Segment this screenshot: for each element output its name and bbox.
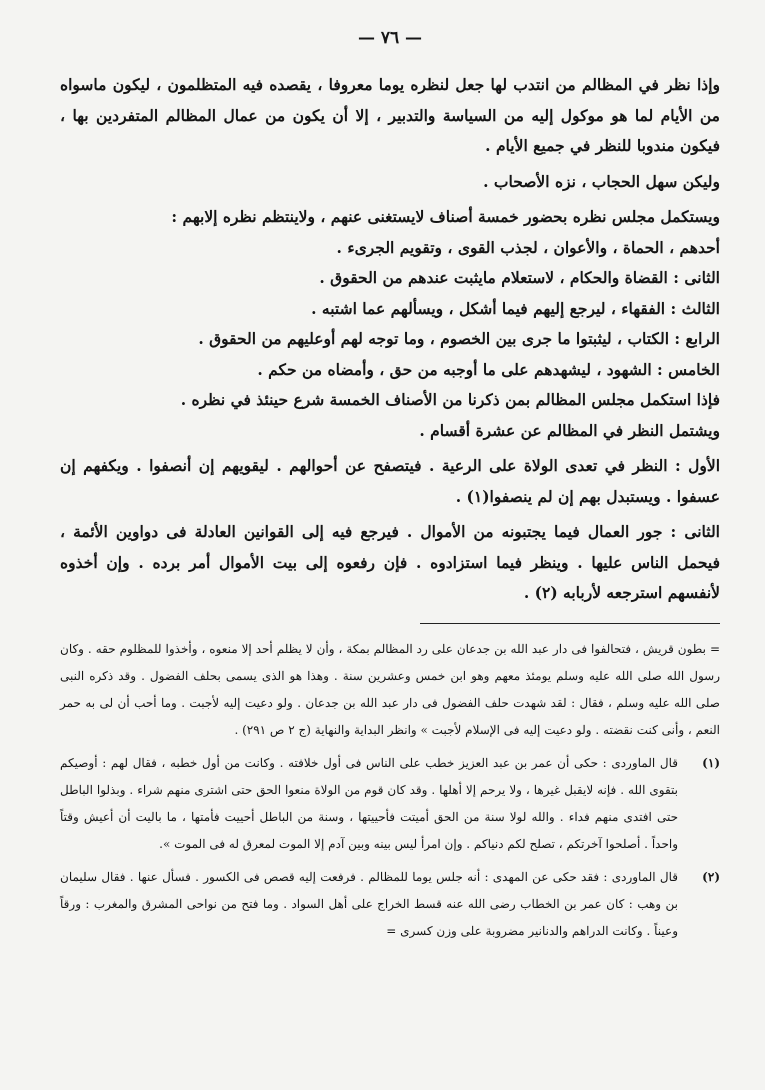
page-number: — ٧٦ — [357,28,423,48]
footnote-text: = بطون قريش ، فتحالفوا فى دار عبد الله بن جدعان على رد المظالم بمكة ، وأن لا يظلم أحد إلا منعوه ، وأخذوا للمظلوم حقه . وكان رسول الله صلى الله عليه وسلم يومئذ معهم وهو ابن خمس وعشرين سنة . وهذا هو الذى يسمى بحلف الفضول . وقد ذكره النبى صلى الله عليه وسلم ، فقال : لقد شهدت حلف الفضول فى دار عبد الله بن جدعان . ولو دعيت إليه لأجبت . وما أحب أن لى به حمر النعم ، وأنى كنت نقضته . ولو دعيت إليه فى الإسلام لأجبت » وانظر البداية والنهاية (ج ٢ ص ٢٩١) . [60,641,720,737]
footnote-text: قال الماوردى : حكى أن عمر بن عبد العزيز خطب على الناس فى أول خلافته . وكانت من أول خطبه ، فقال لهم : أوصيكم بتقوى الله . فإنه لايقبل غيرها ، ولا يرحم إلا أهلها . وقد كان قوم من الولاة منعوا الحق حتى اشترى منهم شراء . وبذلوا الباطل حتى افتدى منهم فداء . والله لولا سنة من الحق أميتت فأحييتها ، وسنة من الباطل أحييت فأمتها ، ما باليت أن أعيش وقتاً واحداً . أصلحوا آخرتكم ، تصلح لكم دنياكم . وإن امرأ ليس بينه وبين آدم إلا الموت لمعرق له فى الموت ». [60,755,678,851]
paragraph: وليكن سهل الحجاب ، نزه الأصحاب . [483,171,720,191]
paragraph: ويشتمل النظر في المظالم عن عشرة أقسام . [419,420,720,440]
paragraph: أحدهم ، الحماة ، والأعوان ، لجذب القوى ، وتقويم الجرىء . [336,237,720,257]
main-text [60,70,720,609]
footnote-number: (١) [702,755,720,770]
footnote [60,750,720,858]
paragraph: الثانى : جور العمال فيما يجتبونه من الأموال . فيرجع فيه إلى القوانين العادلة فى دواوين الأئمة ، فيحمل الناس عليها . وينظر فيما استزادوه . فإن رفعوه إلى بيت الأموال أمر برده . وإن أخذوه لأنفسهم استرجعه لأربابه (٢) . [60,522,720,602]
footnote-separator [420,623,720,624]
paragraph: الخامس : الشهود ، ليشهدهم على ما أوجبه من حق ، وأمضاه من حكم . [257,359,720,379]
footnotes [60,636,720,945]
paragraph: فإذا استكمل مجلس المظالم بمن ذكرنا من الأصناف الخمسة شرع حينئذ في نظره . [180,390,720,409]
paragraph: وإذا نظر في المظالم من انتدب لها جعل لنظره يوما معروفا ، يقصده فيه المتظلمون ، ليكون ماسواه من الأيام لما هو موكول إليه من السياسة والتدبير ، إلا أن يكون من عمال المظالم المتفردين بها ، فيكون مندوبا للنظر في جميع الأيام . [60,75,720,155]
paragraph: الثالث : الفقهاء ، ليرجع إليهم فيما أشكل ، ويسألهم عما اشتبه . [311,298,720,318]
paragraph: الأول : النظر في تعدى الولاة على الرعية . فيتصفح عن أحوالهم . ليقويهم إن أنصفوا . ويكفهم إن عسفوا . ويستبدل بهم إن لم ينصفوا(١) . [60,456,720,506]
paragraph: الرابع : الكتاب ، ليثبتوا ما جرى بين الخصوم ، وما توجه لهم أوعليهم من الحقوق . [198,329,720,348]
footnote-continuation [60,636,720,744]
footnote [60,864,720,945]
document-page [60,28,720,1078]
paragraph: الثانى : القضاة والحكام ، لاستعلام مايثبت عندهم من الحقوق . [319,268,720,287]
paragraph: ويستكمل مجلس نظره بحضور خمسة أصناف لايستغنى عنهم ، ولاينتظم نظره إلابهم : [171,207,720,226]
footnote-text: قال الماوردى : فقد حكى عن المهدى : أنه جلس يوما للمظالم . فرفعت إليه قصص فى الكسور . فسأل عنها . فقال سليمان بن وهب : كان عمر بن الخطاب رضى الله عنه قسط الخراج على أهل السواد . وما فتح من نواحى المشرق والمغرب : ورقاً وعيناً . وكانت الدراهم والدنانير مضروبة على وزن كسرى = [60,869,678,938]
footnote-number: (٢) [702,869,720,884]
